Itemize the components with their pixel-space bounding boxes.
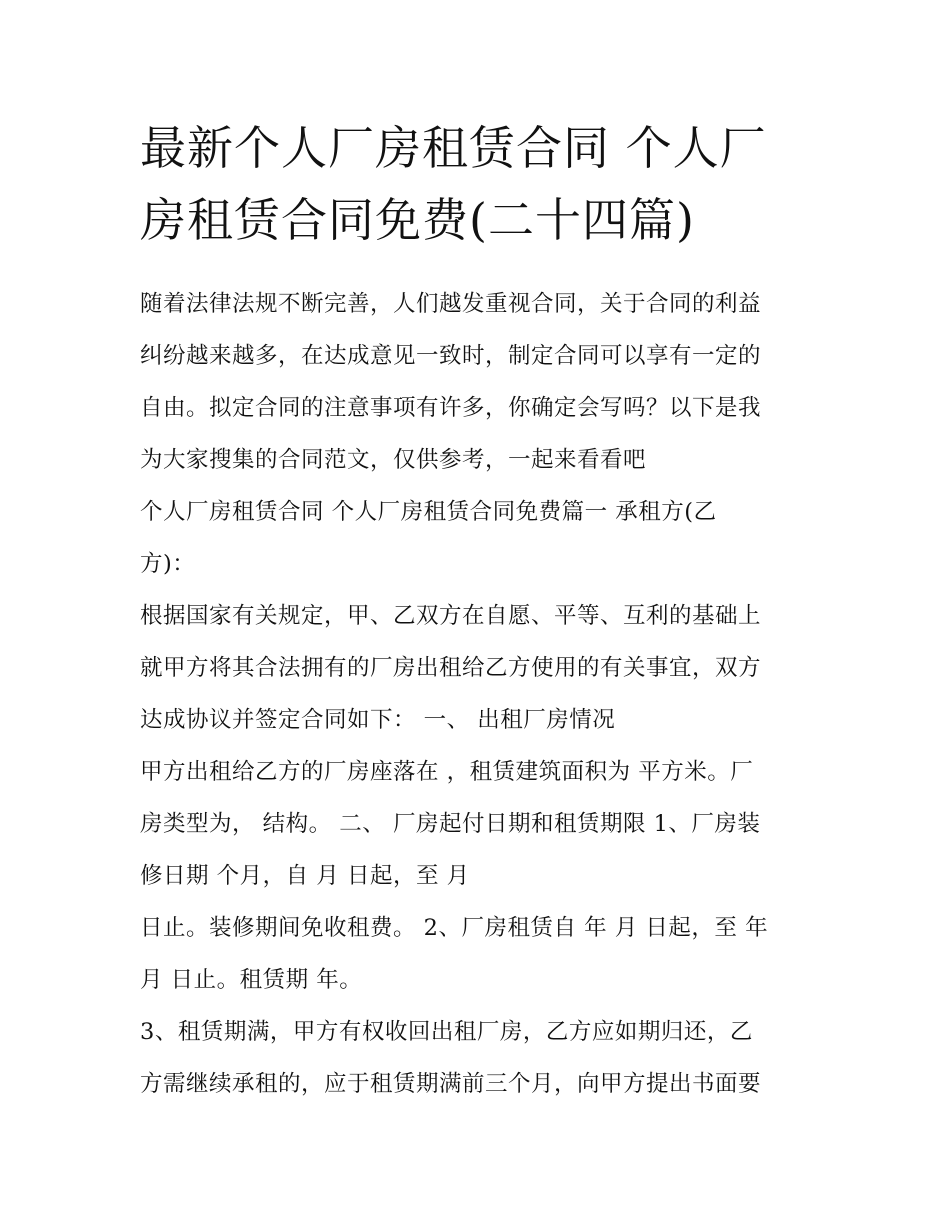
body-line: 方)：	[140, 551, 196, 577]
document-page	[140, 112, 815, 1110]
body-line: 日止。装修期间免收租费。 2、厂房租赁自 年 月 日起，至 年	[140, 915, 769, 941]
document-title-line-1: 最新个人厂房租赁合同 个人厂	[140, 121, 767, 175]
body-line: 为大家搜集的合同范文，仅供参考，一起来看看吧	[140, 447, 647, 473]
body-line: 修日期 个月，自 月 日起，至 月	[140, 863, 470, 889]
document-title	[140, 112, 815, 256]
body-line: 房类型为， 结构。 二、 厂房起付日期和租赁期限 1、厂房装	[140, 811, 761, 837]
body-line: 就甲方将其合法拥有的厂房出租给乙方使用的有关事宜，双方	[140, 655, 762, 681]
body-line: 月 日止。租赁期 年。	[140, 967, 363, 993]
body-line: 自由。拟定合同的注意事项有许多，你确定会写吗？以下是我	[140, 395, 762, 421]
body-line: 个人厂房租赁合同 个人厂房租赁合同免费篇一 承租方(乙	[140, 499, 717, 525]
document-body	[140, 278, 815, 1110]
body-line: 甲方出租给乙方的厂房座落在 ，租赁建筑面积为 平方米。厂	[140, 759, 754, 785]
document-title-line-2: 房租赁合同免费(二十四篇)	[140, 193, 695, 247]
body-line: 方需继续承租的，应于租赁期满前三个月，向甲方提出书面要	[140, 1071, 762, 1097]
body-line: 3、租赁期满，甲方有权收回出租厂房，乙方应如期归还，乙	[140, 1019, 753, 1045]
body-line: 随着法律法规不断完善，人们越发重视合同，关于合同的利益	[140, 291, 762, 317]
body-line: 达成协议并签定合同如下： 一、 出租厂房情况	[140, 707, 616, 733]
body-line: 纠纷越来越多，在达成意见一致时，制定合同可以享有一定的	[140, 343, 762, 369]
body-line: 根据国家有关规定，甲、乙双方在自愿、平等、互利的基础上	[140, 603, 762, 629]
